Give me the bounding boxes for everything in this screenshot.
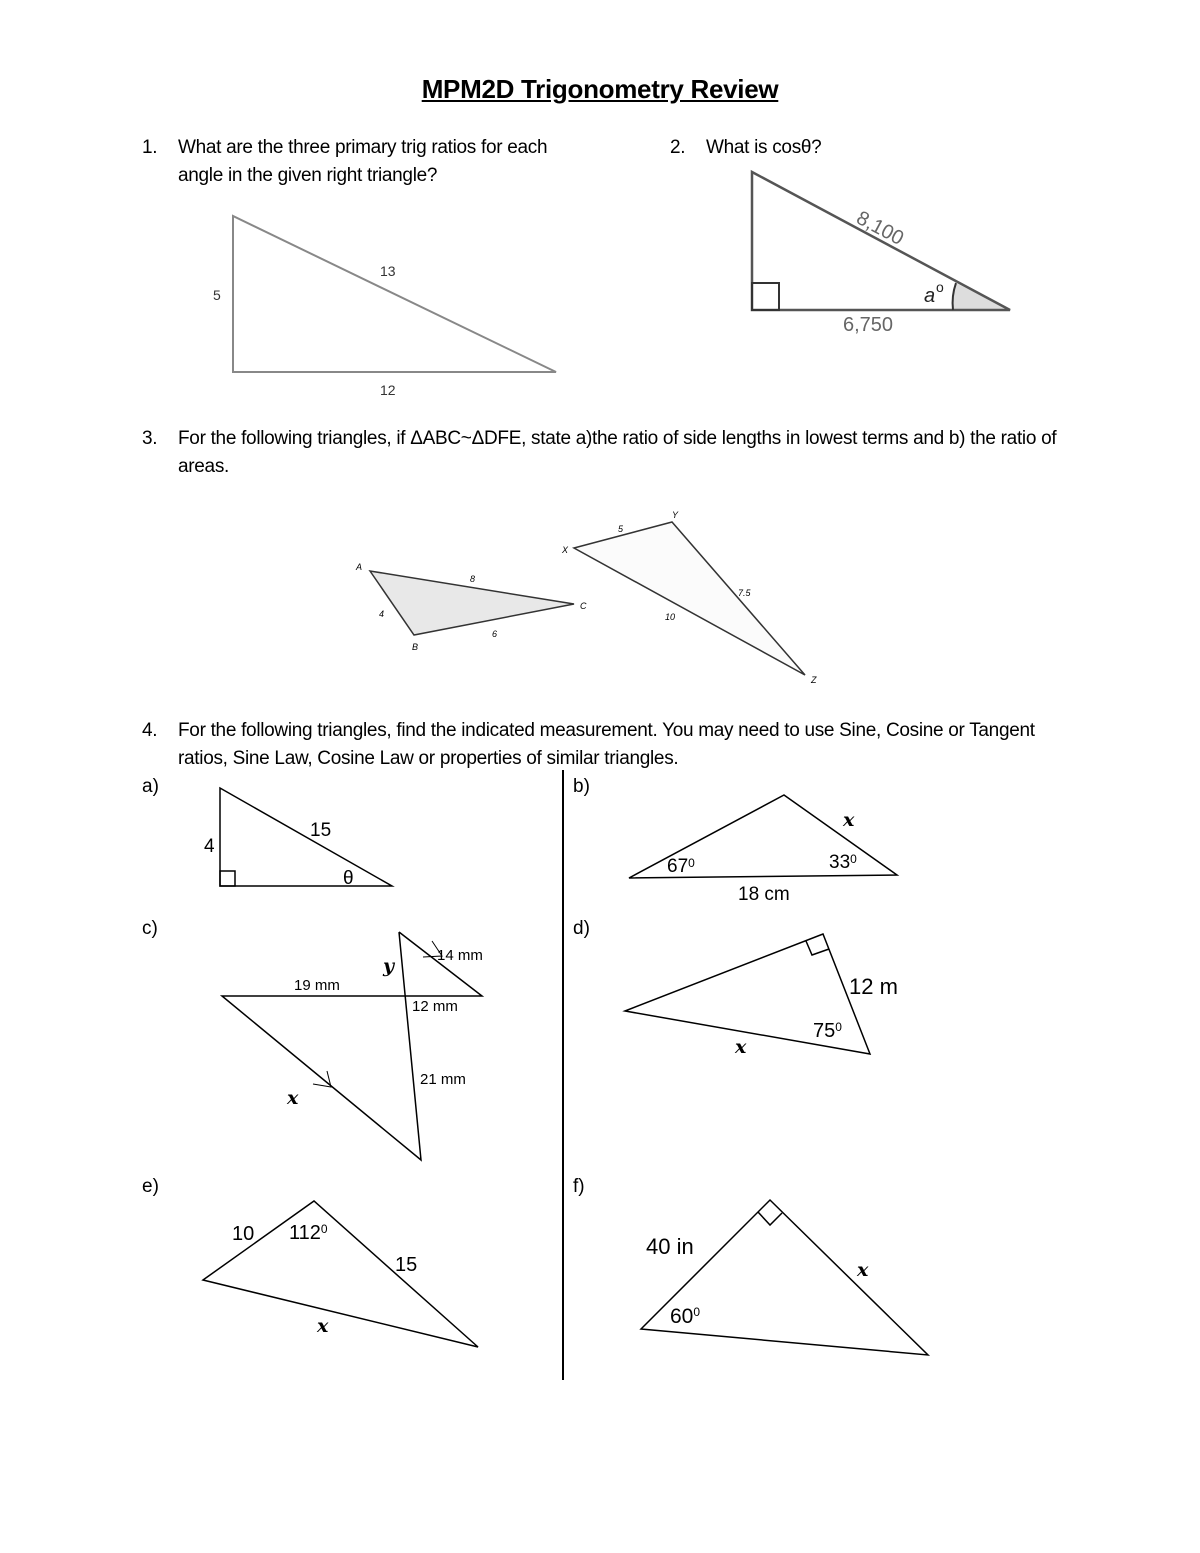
part-label-e: e) [142,1176,159,1197]
angle-degree: o [936,279,944,295]
side-label: 5 [213,287,221,303]
triangle-f [641,1200,928,1355]
unknown-label: y [383,955,395,977]
side-label: 10 [665,612,676,622]
triangle-b [629,795,897,905]
side-label: 40 in [646,1234,694,1259]
vertex-label: C [580,601,587,611]
side-label: 14 mm [437,947,483,964]
part-label-a: a) [142,776,159,797]
unknown-label: x [287,1087,299,1109]
side-label: 6,750 [843,314,894,336]
angle-label: $60^0$ [670,1305,701,1328]
right-angle-marker [220,871,235,886]
side-label: 12 m [849,974,898,999]
side-label: 6 [492,629,498,639]
angle-label: $33^0$ [829,852,857,873]
angle-label: $67^0$ [667,856,695,877]
vertex-label: A [356,562,363,572]
question-number: 1. [142,137,158,158]
triangle-shape [220,788,392,886]
angle-label: θ [343,868,354,889]
vertex-label: Z [811,675,817,685]
side-label: 15 [395,1254,418,1276]
side-label: 19 mm [294,977,340,994]
triangle-d [625,934,898,1058]
vertex-label: B [412,642,419,652]
side-label: 7.5 [738,588,751,598]
side-label: 5 [618,524,624,534]
question-text: For the following triangles, if ΔABC~ΔDFE, state a)the ratio of side lengths in lowest terms and b) the ratio of areas. [178,428,1057,477]
triangle-c [222,932,483,1160]
angle-label: a [924,285,936,307]
unknown-label: x [857,1259,869,1281]
right-angle-marker [806,941,829,955]
side-label: 4 [204,836,215,857]
side-label: 21 mm [420,1071,466,1088]
vertex-label: Y [672,510,679,520]
side-label: 8 [470,574,476,584]
question-number: 4. [142,720,158,741]
unknown-label: x [735,1036,747,1058]
figure-lines [222,932,482,1160]
triangle-a [204,788,392,889]
triangle-e [203,1201,478,1347]
question-text: What is cosθ? [706,137,822,158]
side-label: 10 [232,1223,255,1245]
part-label-b: b) [573,776,590,797]
part-label-c: c) [142,918,158,939]
question-text: For the following triangles, find the indicated measurement. You may need to use Sine, Cosine or Tangent ratios, Sine Law, Cosine Law or properties of similar triangles. [178,720,1035,769]
side-label: 12 [380,382,396,398]
page-title: MPM2D Trigonometry Review [421,74,779,104]
question-number: 3. [142,428,158,449]
right-angle-marker [758,1212,782,1225]
question-text: What are the three primary trig ratios for each angle in the given right triangle? [178,137,548,186]
side-label: 4 [379,609,385,619]
angle-label: $75^0$ [813,1020,842,1042]
angle-label: $112^0$ [289,1222,328,1244]
side-label: 18 cm [738,884,790,905]
part-label-d: d) [573,918,590,939]
vertex-label: X [562,545,569,555]
unknown-label: x [843,809,855,831]
side-label: 12 mm [412,998,458,1015]
side-label: 15 [310,820,332,841]
part-label-f: f) [573,1176,585,1197]
side-label: 13 [380,263,396,279]
unknown-label: x [317,1315,329,1337]
side-label: 8,100 [852,206,908,250]
question-number: 2. [670,137,686,158]
triangle-shape [641,1200,928,1355]
